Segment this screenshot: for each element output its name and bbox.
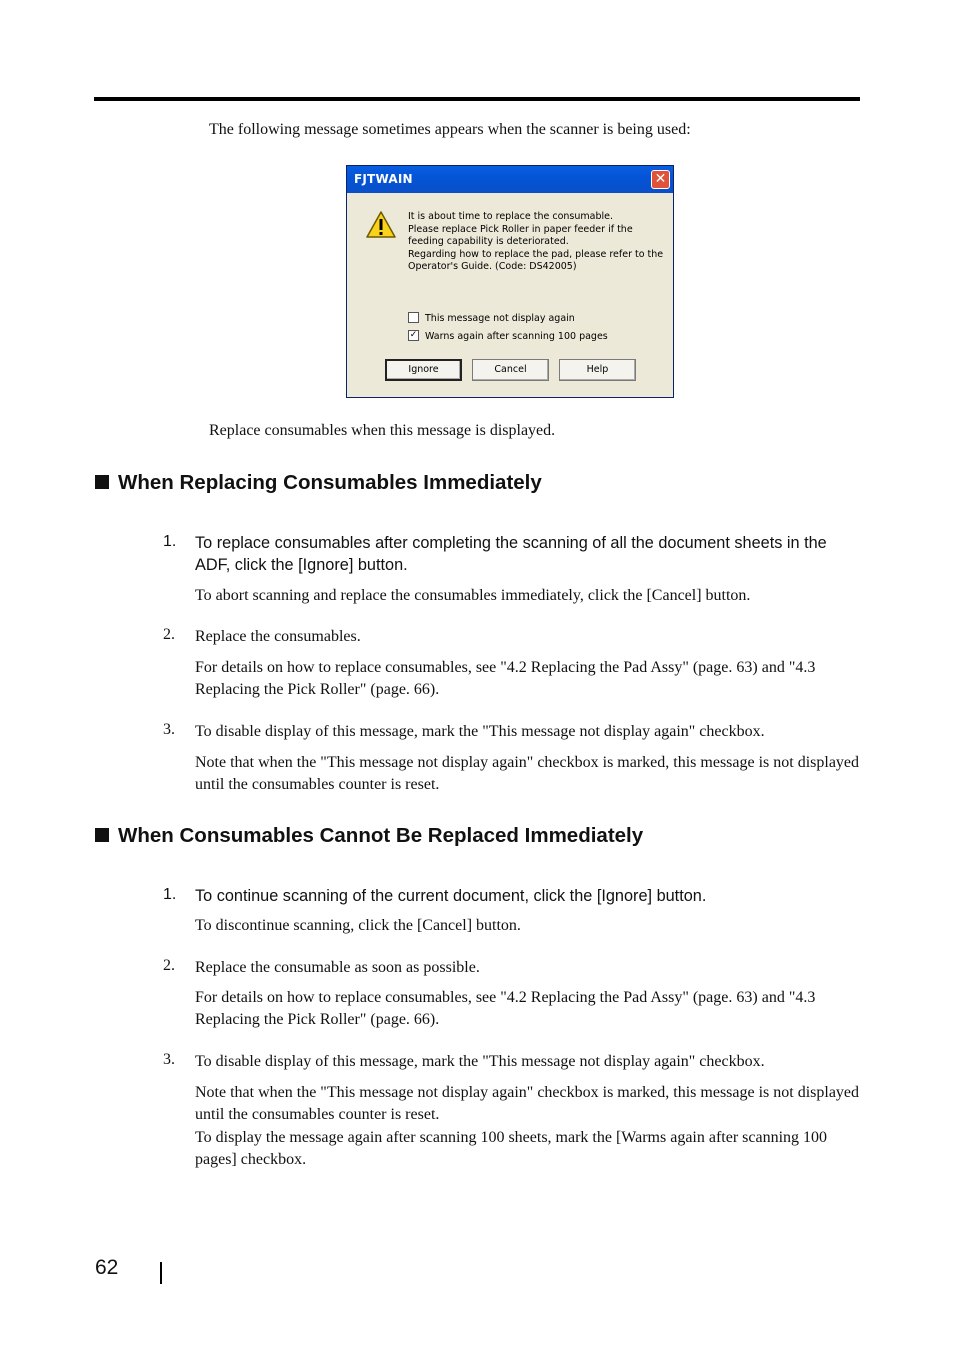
caption-text: Replace consumables when this message is displayed. xyxy=(209,422,556,439)
step-number: 3. xyxy=(163,721,175,738)
step-note: To discontinue scanning, click the [Cancel] button. xyxy=(195,917,521,934)
checkbox-box-checked[interactable]: ✓ xyxy=(409,330,418,340)
warning-icon xyxy=(365,210,397,240)
step-note: For details on how to replace consumables, see "4.2 Replacing the Pad Assy" (page. 63) and "4.3 Replacing the Pick Roller" (page. 66). xyxy=(195,659,816,698)
dialog-title: FJTWAIN xyxy=(354,172,413,186)
fjtwain-dialog xyxy=(346,165,674,398)
step-note: Note that when the "This message not display again" checkbox is marked, this message is not displayed until the consumables counter is reset. xyxy=(195,754,860,793)
ignore-button[interactable]: Ignore xyxy=(385,359,462,381)
step-note: For details on how to replace consumables, see "4.2 Replacing the Pad Assy" (page. 63) and "4.3 Replacing the Pick Roller" (page. 66). xyxy=(195,989,816,1028)
step-text: To disable display of this message, mark the "This message not display again" checkbox. xyxy=(195,723,765,740)
square-bullet-icon xyxy=(95,828,109,842)
step-number: 2. xyxy=(163,626,175,643)
checkbox-box[interactable] xyxy=(408,312,419,323)
heading-text: When Replacing Consumables Immediately xyxy=(118,471,542,494)
step-note: To display the message again after scanning 100 sheets, mark the [Warms again after scanning 100 pages] checkbox. xyxy=(195,1129,828,1168)
square-bullet-icon xyxy=(95,475,109,489)
step-number: 3. xyxy=(163,1051,175,1068)
step-text: Replace the consumable as soon as possible. xyxy=(195,959,480,976)
dialog-titlebar xyxy=(347,166,673,193)
section-heading xyxy=(95,824,643,848)
step-text: To disable display of this message, mark the "This message not display again" checkbox. xyxy=(195,1053,765,1070)
section-heading xyxy=(95,471,542,495)
step-note: To abort scanning and replace the consumables immediately, click the [Cancel] button. xyxy=(195,587,751,604)
dialog-message: It is about time to replace the consumable. Please replace Pick Roller in paper feeder if the feeding capability is deteriorated. Regarding how to replace the pad, please refer to the Operator's Guide. (Code: DS42005) xyxy=(408,211,664,273)
step-number: 2. xyxy=(163,957,175,974)
help-button[interactable]: Help xyxy=(559,359,636,381)
header-rule xyxy=(94,97,860,101)
checkbox-warns-again[interactable] xyxy=(408,331,608,342)
close-button[interactable]: ✕ xyxy=(651,170,670,189)
step-number: 1. xyxy=(163,533,177,550)
step-text: To continue scanning of the current document, click the [Ignore] button. xyxy=(195,887,707,905)
page-number-divider xyxy=(160,1262,162,1284)
step-text: To replace consumables after completing the scanning of all the document sheets in the ADF, click the [Ignore] button. xyxy=(195,534,827,574)
checkbox-label: Warns again after scanning 100 pages xyxy=(425,331,608,342)
heading-text: When Consumables Cannot Be Replaced Immediately xyxy=(118,824,644,847)
intro-text: The following message sometimes appears when the scanner is being used: xyxy=(209,121,691,138)
step-text: Replace the consumables. xyxy=(195,628,361,645)
step-number: 1. xyxy=(163,886,177,903)
step-note: Note that when the "This message not display again" checkbox is marked, this message is not displayed until the consumables counter is reset. xyxy=(195,1084,860,1123)
checkbox-not-display-again[interactable] xyxy=(408,313,575,324)
cancel-button[interactable]: Cancel xyxy=(472,359,549,381)
checkbox-label: This message not display again xyxy=(425,313,575,324)
page-number: 62 xyxy=(95,1256,119,1279)
